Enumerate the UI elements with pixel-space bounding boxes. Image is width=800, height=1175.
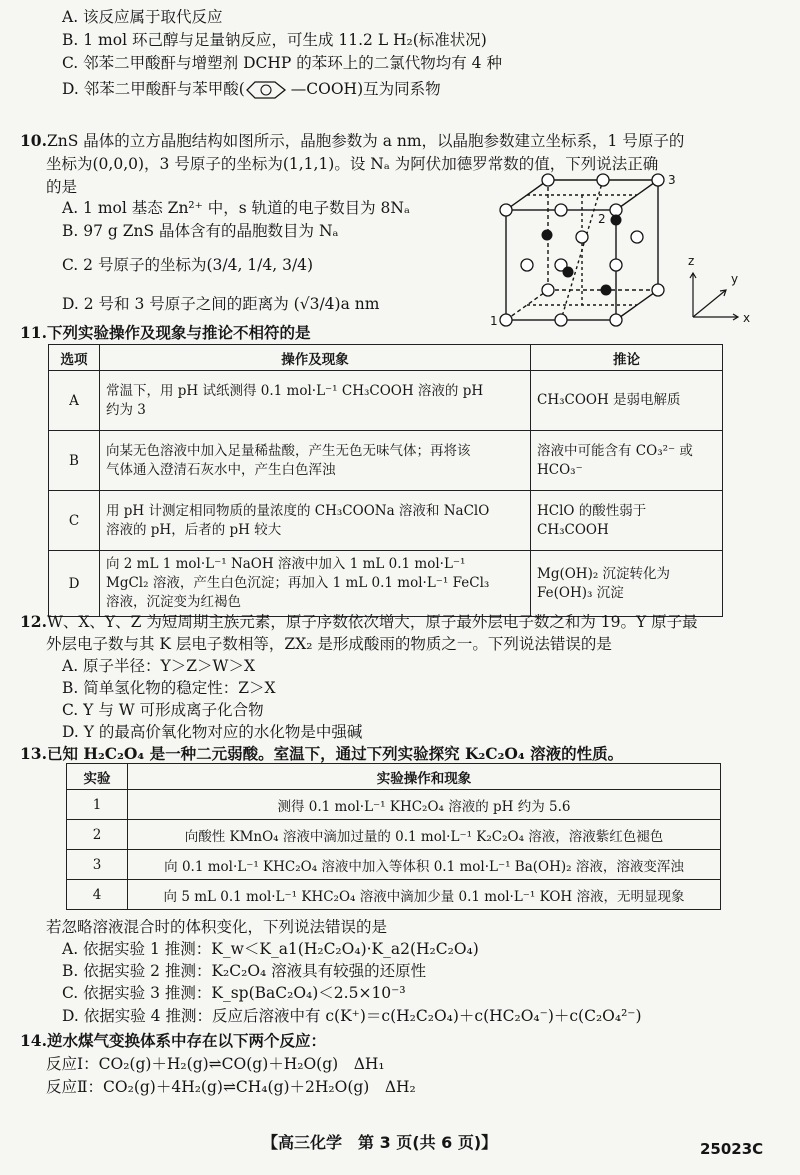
inf-line: HCO₃⁻ [537,461,583,478]
q13-header-exp: 实验 [67,764,128,790]
q14-number: 14. [20,1031,47,1050]
exam-code: 25023C [700,1140,764,1158]
op-line: 向某无色溶液中加入足量稀盐酸，产生无色无味气体；再将该 [106,442,471,459]
q9-option-b: B. 1 mol 环己醇与足量钠反应，可生成 11.2 L H₂(标准状况) [62,31,487,49]
q13-row-3 [67,850,721,880]
q14-stem [20,1030,326,1052]
q10-number: 10. [20,131,47,150]
q12-option-c: C. Y 与 W 可形成离子化合物 [62,701,264,719]
q11-header-inference: 推论 [531,345,723,371]
q13-option-a: A. 依据实验 1 推测：K_w＜K_a1(H₂C₂O₄)·K_a2(H₂C₂O₄) [62,940,479,958]
op-line: 常温下，用 pH 试纸测得 0.1 mol·L⁻¹ CH₃COOH 溶液的 pH [106,382,484,399]
inf-line: CH₃COOH [537,521,609,538]
q14-reaction-1: 反应Ⅰ：CO₂(g)＋H₂(g)⇌CO(g)＋H₂O(g) ΔH₁ [46,1055,385,1073]
inf-line: 溶液中可能含有 CO₃²⁻ 或 [537,442,693,459]
q13-stem [20,743,623,765]
q11-table [48,344,723,617]
row-option: B [49,431,100,491]
q13-stem-text: 已知 H₂C₂O₄ 是一种二元弱酸。室温下，通过下列实验探究 K₂C₂O₄ 溶液的性质。 [46,744,624,763]
zns-unit-cell-figure [488,165,758,335]
q11-header-operation: 操作及现象 [100,345,531,371]
q13-number: 13. [20,744,47,763]
axis-label-x: x [743,311,751,325]
op-line: 约为 3 [106,401,146,418]
page-footer: 【高三化学 第 3 页(共 6 页)】 [262,1133,498,1152]
op-line: 溶液，沉淀变为红褐色 [106,594,241,610]
q13-sub-stem: 若忽略溶液混合时的体积变化，下列说法错误的是 [46,918,388,936]
q12-stem1: W、X、Y、Z 为短周期主族元素，原子序数依次增大，原子最外层电子数之和为 19。Y 原子最 [46,613,698,631]
exp-text: 测得 0.1 mol·L⁻¹ KHC₂O₄ 溶液的 pH 约为 5.6 [128,790,721,820]
exp-number: 3 [67,850,128,880]
atom-label-1: 1 [490,314,498,328]
inf-line: CH₃COOH 是弱电解质 [537,392,681,408]
inf-line: Mg(OH)₂ 沉淀转化为 [537,565,671,582]
q9-option-c: C. 邻苯二甲酸酐与增塑剂 DCHP 的苯环上的二氯代物均有 4 种 [62,54,502,72]
inf-line: Fe(OH)₃ 沉淀 [537,584,624,601]
q13-option-d: D. 依据实验 4 推测：反应后溶液中有 c(K⁺)＝c(H₂C₂O₄)＋c(HC₂O₄⁻)＋c(C₂O₄²⁻) [62,1007,642,1025]
q12-stem-line2: 外层电子数与其 K 层电子数相等，ZX₂ 是形成酸雨的物质之一。下列说法错误的是 [46,635,612,653]
exp-text: 向 0.1 mol·L⁻¹ KHC₂O₄ 溶液中加入等体积 0.1 mol·L⁻¹ Ba(OH)₂ 溶液，溶液变浑浊 [128,850,721,880]
q10-stem-line2: 坐标为(0,0,0)，3 号原子的坐标为(1,1,1)。设 Nₐ 为阿伏加德罗常数的值，下列说法正确 [46,155,659,173]
q11-stem [20,322,310,344]
q14-reaction-2: 反应Ⅱ：CO₂(g)＋4H₂(g)⇌CH₄(g)＋2H₂O(g) ΔH₂ [46,1078,416,1096]
q10-stem-line1 [20,130,684,152]
exp-text: 向 5 mL 0.1 mol·L⁻¹ KHC₂O₄ 溶液中滴加少量 0.1 mol·L⁻¹ KOH 溶液，无明显现象 [128,880,721,910]
row-option: A [49,371,100,431]
q11-row-d [49,551,723,617]
axis-label-z: z [688,254,695,268]
q11-header-option: 选项 [49,345,100,371]
q13-row-1 [67,790,721,820]
q11-number: 11. [20,323,47,342]
q9-option-d [62,78,441,101]
exp-number: 2 [67,820,128,850]
row-option: D [49,551,100,617]
atom-label-3: 3 [668,173,676,187]
q10-option-b: B. 97 g ZnS 晶体含有的晶胞数目为 Nₐ [62,222,339,240]
op-line: MgCl₂ 溶液，产生白色沉淀；再加入 1 mL 0.1 mol·L⁻¹ FeCl₃ [106,575,490,591]
exp-number: 4 [67,880,128,910]
q10-stem1: ZnS 晶体的立方晶胞结构如图所示，晶胞参数为 a nm，以晶胞参数建立坐标系，1 号原子的 [46,132,685,150]
q12-number: 12. [20,612,47,631]
q12-option-b: B. 简单氢化物的稳定性：Z＞X [62,679,276,697]
op-line: 用 pH 计测定相同物质的量浓度的 CH₃COONa 溶液和 NaClO [106,502,490,519]
q13-row-4 [67,880,721,910]
q13-option-c: C. 依据实验 3 推测：K_sp(BaC₂O₄)＜2.5×10⁻³ [62,984,406,1002]
op-line: 向 2 mL 1 mol·L⁻¹ NaOH 溶液中加入 1 mL 0.1 mol·L⁻¹ [106,556,466,572]
benzene-ring-icon [245,79,291,101]
inf-line: HClO 的酸性弱于 [537,502,647,519]
q10-stem-line3: 的是 [46,178,78,196]
q13-table [66,763,721,910]
q9-option-d-text2: —COOH)互为同系物 [290,80,441,98]
op-line: 溶液的 pH，后者的 pH 较大 [106,521,282,538]
q11-row-c [49,491,723,551]
q10-option-d: D. 2 号和 3 号原子之间的距离为 (√3/4)a nm [62,295,380,313]
q14-stem-text: 逆水煤气变换体系中存在以下两个反应： [46,1031,326,1050]
op-line: 气体通入澄清石灰水中，产生白色浑浊 [106,461,336,478]
q12-option-a: A. 原子半径：Y＞Z＞W＞X [62,657,256,675]
exp-number: 1 [67,790,128,820]
row-option: C [49,491,100,551]
axis-label-y: y [731,272,739,286]
q11-stem-text: 下列实验操作及现象与推论不相符的是 [46,323,311,342]
q10-option-a: A. 1 mol 基态 Zn²⁺ 中，s 轨道的电子数目为 8Nₐ [62,199,410,217]
q11-row-b [49,431,723,491]
q9-option-a: A. 该反应属于取代反应 [62,8,223,26]
q11-row-a [49,371,723,431]
q12-option-d: D. Y 的最高价氧化物对应的水化物是中强碱 [62,723,363,741]
q13-row-2 [67,820,721,850]
q10-option-c: C. 2 号原子的坐标为(3/4, 1/4, 3/4) [62,256,314,274]
q9-option-d-text: D. 邻苯二甲酸酐与苯甲酸( [62,80,245,98]
q13-option-b: B. 依据实验 2 推测：K₂C₂O₄ 溶液具有较强的还原性 [62,962,427,980]
q13-header-op: 实验操作和现象 [128,764,721,790]
exp-text: 向酸性 KMnO₄ 溶液中滴加过量的 0.1 mol·L⁻¹ K₂C₂O₄ 溶液，溶液紫红色褪色 [128,820,721,850]
atom-label-2: 2 [598,212,606,226]
q12-stem-line1 [20,611,698,633]
